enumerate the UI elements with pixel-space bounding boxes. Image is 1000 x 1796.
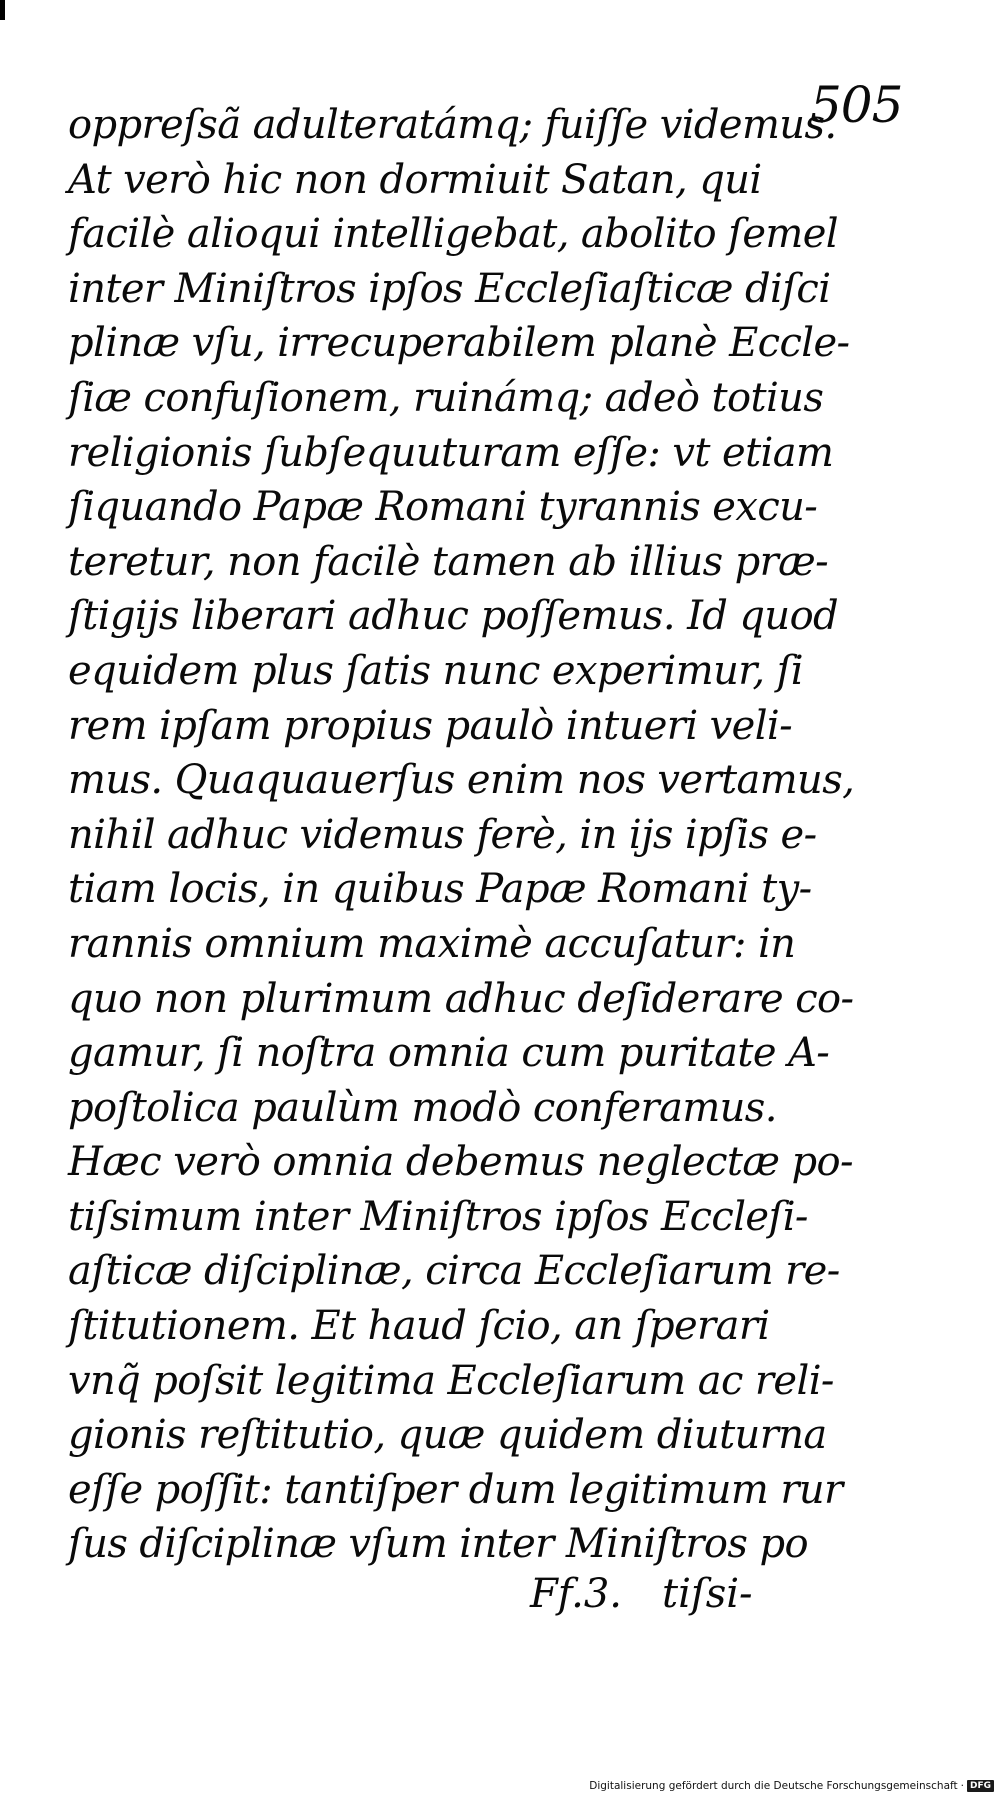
body-text [68,98,855,1572]
text-line: equidem plus ſatis nunc experimur, ſi [68,647,803,694]
page-number: 505 [810,76,903,134]
text-line: oppreſsã adulteratámq; fuiſſe videmus. [68,102,837,148]
text-line: ſus diſciplinæ vſum inter Miniſtros po [68,1521,808,1568]
text-line: Hæc verò omnia debemus neglectæ po- [68,1139,853,1186]
catchword: tiſsi- [662,1571,753,1617]
text-line: At verò hic non dormiuit Satan, qui [68,156,762,203]
text-line: gamur, ſi noſtra omnia cum puritate A- [68,1030,830,1077]
text-line: facilè alioqui intelligebat, abolito ſemel [68,211,838,258]
text-line: inter Miniſtros ipſos Eccleſiaſticæ diſci [68,265,831,312]
text-line: ſiæ confuſionem, ruinámq; adeò totius [68,374,824,421]
catchline [530,1567,753,1621]
text-line: religionis ſubſequuturam eſſe: vt etiam [68,429,834,476]
text-line: tiam locis, in quibus Papæ Romani ty- [68,866,812,913]
text-line: rem ipſam propius paulò intueri veli- [68,702,793,749]
dfg-logo: DFG [967,1780,994,1792]
text-line: eſſe poſſit: tantiſper dum legitimum rur [68,1466,843,1513]
text-line: gionis reſtitutio, quæ quidem diuturna [68,1412,827,1459]
text-line: plinæ vſu, irrecuperabilem planè Eccle- [68,320,850,367]
text-line: rannis omnium maximè accuſatur: in [68,920,796,967]
text-line: quo non plurimum adhuc deſiderare co- [68,975,854,1022]
text-line: tiſsimum inter Miniſtros ipſos Eccleſi- [68,1193,808,1240]
text-line: nihil adhuc videmus ferè, in ijs ipſis e- [68,811,817,858]
text-line: ſiquando Papæ Romani tyrannis excu- [68,484,818,531]
text-line: aſticæ diſciplinæ, circa Eccleſiarum re- [68,1248,840,1295]
text-line: ſtigijs liberari adhuc poſſemus. Id quod [68,593,839,640]
page-edge-mark [0,0,5,20]
digitization-credit: Digitalisierung gefördert durch die Deutsche Forschungsgemeinschaft · DFG [589,1780,994,1792]
text-line: teretur, non facilè tamen ab illius præ- [68,538,829,585]
text-line: mus. Quaquauerſus enim nos vertamus, [68,757,855,804]
text-line: ſtitutionem. Et haud ſcio, an ſperari [68,1303,770,1350]
signature-mark: Ff.3. [530,1571,623,1617]
credit-text: Digitalisierung gefördert durch die Deutsche Forschungsgemeinschaft [589,1780,958,1792]
text-line: poſtolica paulùm modò conferamus. [68,1084,777,1131]
text-line: vnq̃ poſsit legitima Eccleſiarum ac reli- [68,1357,834,1404]
